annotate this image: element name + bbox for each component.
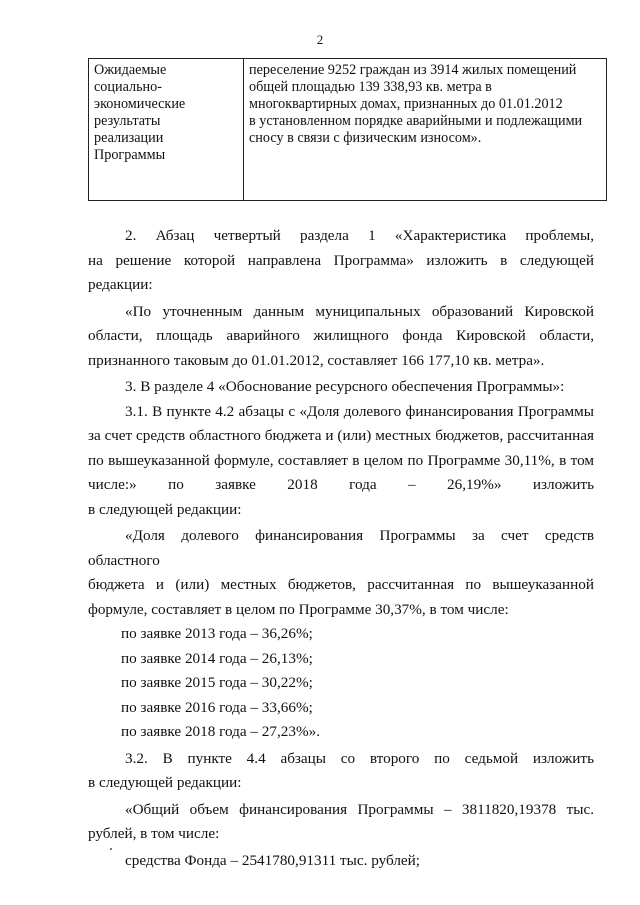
program-summary-table — [88, 58, 607, 201]
table-label-cell — [89, 59, 244, 201]
quote-3-line: средства Фонда – 2541780,91311 тыс. рублей; — [125, 851, 420, 869]
paragraph-3-1-line: 3.1. В пункте 4.2 абзацы с «Доля долевого финансирования Программы — [125, 402, 594, 420]
list-item: по заявке 2018 года – 27,23%». — [121, 723, 321, 740]
paragraph-2-line: редакции: — [88, 276, 153, 293]
quote-1-line: признанного таковым до 01.01.2012, составляет 166 177,10 кв. метра». — [88, 351, 545, 369]
list-item: по заявке 2014 года – 26,13%; — [121, 649, 313, 667]
label-line: экономические — [94, 96, 186, 112]
value-line: сносу в связи с физическим износом». — [249, 130, 482, 146]
paragraph-3-2-line: в следующей редакции: — [88, 774, 242, 791]
list-item: по заявке 2015 года – 30,22%; — [121, 674, 313, 691]
label-line: результаты — [94, 113, 161, 129]
quote-3-line: рублей, в том числе: — [88, 825, 220, 842]
list-item: по заявке 2016 года – 33,66%; — [121, 698, 313, 716]
quote-1-line: «По уточненным данным муниципальных образований Кировской — [125, 302, 594, 320]
paragraph-3-1-line: числе:» по заявке 2018 года – 26,19%» изложить — [88, 476, 594, 493]
paragraph-3-1-line: по вышеуказанной формуле, составляет в целом по Программе 30,11%, в том — [88, 451, 594, 469]
document-body — [88, 224, 594, 873]
quote-2-line: бюджета и (или) местных бюджетов, рассчитанная по вышеуказанной — [88, 576, 594, 593]
quote-1-line: области, площадь аварийного жилищного фонда Кировской области, — [88, 327, 594, 344]
table-value-cell — [244, 59, 607, 201]
paragraph-3: 3. В разделе 4 «Обоснование ресурсного обеспечения Программы»: — [125, 378, 565, 395]
value-line: общей площадью 139 338,93 кв. метра в — [249, 79, 492, 95]
label-line: Программы — [94, 147, 166, 163]
label-line: реализации — [94, 130, 164, 146]
quote-3-line: «Общий объем финансирования Программы – 3811820,19378 тыс. — [125, 800, 594, 818]
list-item: по заявке 2013 года – 36,26%; — [121, 625, 313, 642]
quote-2-line: «Доля долевого финансирования Программы за счет средств областного — [88, 527, 594, 569]
paragraph-2-line: 2. Абзац четвертый раздела 1 «Характеристика проблемы, — [125, 227, 594, 244]
label-line: Ожидаемые — [94, 62, 167, 78]
paragraph-3-1-line: в следующей редакции: — [88, 500, 242, 518]
value-line: многоквартирных домах, признанных до 01.01.2012 — [249, 96, 563, 112]
scan-speck — [110, 848, 112, 850]
paragraph-3-1-line: за счет средств областного бюджета и (или) местных бюджетов, рассчитанная — [88, 427, 594, 444]
table-row — [89, 59, 607, 201]
paragraph-3-2-line: 3.2. В пункте 4.4 абзацы со второго по седьмой изложить — [125, 749, 594, 767]
label-line: социально- — [94, 79, 162, 95]
value-line: в установленном порядке аварийными и подлежащими — [249, 113, 583, 129]
quote-2-line: формуле, составляет в целом по Программе 30,37%, в том числе: — [88, 600, 509, 618]
page-number: 2 — [316, 32, 324, 47]
value-line: переселение 9252 граждан из 3914 жилых помещений — [249, 62, 577, 78]
paragraph-2-line: на решение которой направлена Программа» изложить в следующей — [88, 251, 594, 269]
